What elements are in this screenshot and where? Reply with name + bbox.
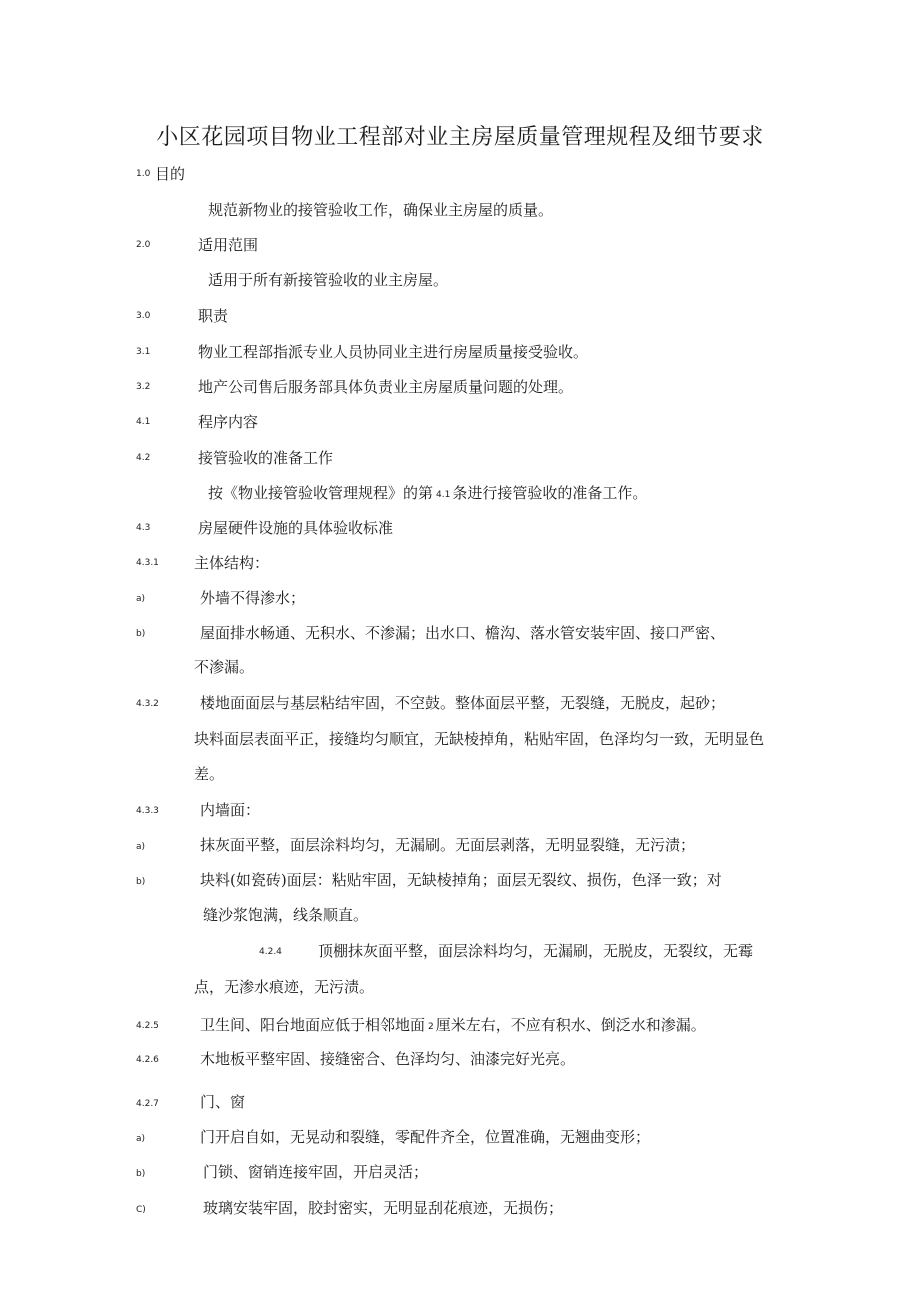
section-number: 4.3.2	[136, 699, 159, 709]
list-item: 门锁、窗销连接牢固，开启灵活；	[203, 1163, 429, 1181]
paragraph-continuation: 差。	[194, 765, 225, 783]
list-marker: b)	[136, 877, 146, 887]
paragraph-continuation: 块料面层表面平正，接缝均匀顺宜，无缺棱掉角，粘贴牢固，色泽均匀一致，无明显色	[194, 730, 765, 748]
section-number: 2.0	[136, 240, 151, 250]
section-heading: 门、窗	[200, 1093, 246, 1111]
section-number: 1.0	[136, 169, 151, 179]
list-item: 抹灰面平整，面层涂料均匀，无漏刷。无面层剥落，无明显裂缝，无污渍；	[200, 836, 696, 854]
section-number: 3.0	[136, 311, 151, 321]
paragraph: 地产公司售后服务部具体负责业主房屋质量问题的处理。	[198, 378, 574, 396]
list-item: 外墙不得渗水；	[200, 589, 306, 607]
paragraph: 物业工程部指派专业人员协同业主进行房屋质量接受验收。	[198, 343, 589, 361]
list-item-continuation: 缝沙浆饱满，线条顺直。	[203, 906, 369, 924]
section-heading: 接管验收的准备工作	[198, 449, 334, 467]
list-item: 门开启自如，无晃动和裂缝，零配件齐全，位置准确，无翘曲变形；	[200, 1128, 651, 1146]
list-item: 块料(如瓷砖)面层：粘贴牢固，无缺棱掉角；面层无裂纹、损伤，色泽一致；对	[200, 871, 722, 889]
section-number: 4.3.3	[136, 806, 159, 816]
section-number: 3.1	[136, 347, 151, 357]
section-number: 3.2	[136, 382, 151, 392]
list-marker: a)	[136, 1134, 146, 1144]
section-heading: 主体结构：	[194, 554, 270, 572]
section-number: 4.2.4	[259, 947, 282, 957]
section-number: 4.3.1	[136, 558, 159, 568]
paragraph: 规范新物业的接管验收工作，确保业主房屋的质量。	[208, 201, 554, 219]
list-item-continuation: 不渗漏。	[194, 658, 255, 676]
paragraph: 按《物业接管验收管理规程》的第 4.1 条进行接管验收的准备工作。	[208, 484, 648, 502]
list-marker: b)	[136, 629, 146, 639]
list-marker: a)	[136, 594, 146, 604]
paragraph-continuation: 点，无渗水痕迹，无污渍。	[194, 978, 375, 996]
list-item: 屋面排水畅通、无积水、不渗漏；出水口、檐沟、落水管安装牢固、接口严密、	[200, 624, 726, 642]
section-heading: 目的	[155, 165, 186, 183]
document-title: 小区花园项目物业工程部对业主房屋质量管理规程及细节要求	[156, 125, 764, 150]
section-heading: 内墙面：	[200, 801, 261, 819]
section-number: 4.2.6	[136, 1055, 159, 1065]
section-heading: 程序内容	[198, 413, 259, 431]
section-heading: 职责	[198, 307, 229, 325]
section-number: 4.2	[136, 453, 151, 463]
paragraph: 顶棚抹灰面平整，面层涂料均匀，无漏刷，无脱皮，无裂纹，无霉	[318, 942, 754, 960]
paragraph: 木地板平整牢固、接缝密合、色泽均匀、油漆完好光亮。	[200, 1050, 576, 1068]
section-number: 4.1	[136, 417, 151, 427]
paragraph: 楼地面面层与基层粘结牢固，不空鼓。整体面层平整，无裂缝，无脱皮，起砂；	[200, 694, 726, 712]
list-item: 玻璃安装牢固，胶封密实，无明显刮花痕迹，无损伤；	[203, 1199, 564, 1217]
paragraph: 卫生间、阳台地面应低于相邻地面 2 厘米左右，不应有积水、倒泛水和渗漏。	[200, 1016, 706, 1034]
section-number: 4.2.5	[136, 1021, 159, 1031]
section-number: 4.3	[136, 523, 151, 533]
section-heading: 适用范围	[198, 236, 259, 254]
list-marker: a)	[136, 842, 146, 852]
section-heading: 房屋硬件设施的具体验收标准	[198, 519, 394, 537]
list-marker: b)	[136, 1169, 146, 1179]
section-number: 4.2.7	[136, 1099, 159, 1109]
paragraph: 适用于所有新接管验收的业主房屋。	[208, 271, 449, 289]
list-marker: C)	[136, 1205, 146, 1215]
